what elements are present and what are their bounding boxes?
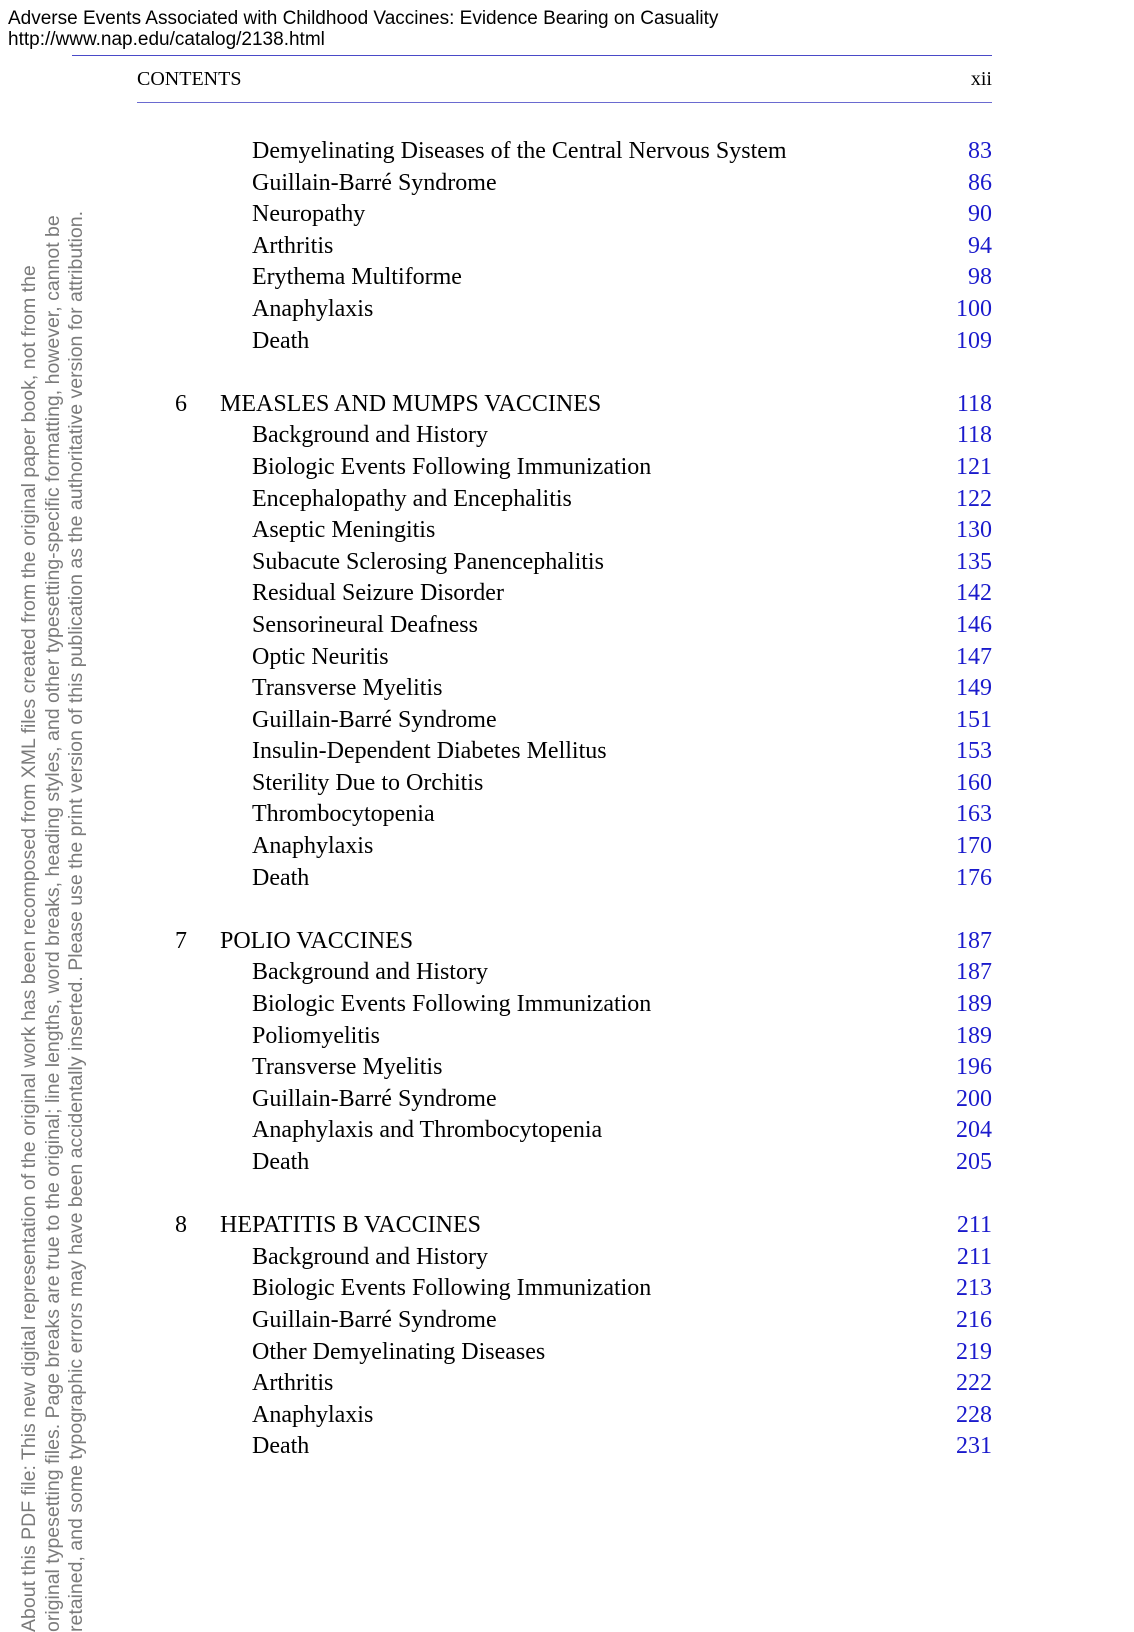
entry-title: Optic Neuritis xyxy=(252,643,389,670)
entry-title: Death xyxy=(252,327,310,354)
entry-title: Subacute Sclerosing Panencephalitis xyxy=(252,548,604,575)
page-number-link[interactable]: 216 xyxy=(956,1306,992,1333)
entry-title: Guillain-Barré Syndrome xyxy=(252,1306,497,1333)
entry-title: Biologic Events Following Immunization xyxy=(252,1275,652,1302)
chapter-number: 8 xyxy=(175,1212,187,1239)
toc-entry-row[interactable] xyxy=(0,515,1134,547)
page-number-link[interactable]: 83 xyxy=(968,138,992,164)
toc-entry-row[interactable] xyxy=(0,199,1134,231)
toc-entry-row[interactable] xyxy=(0,863,1134,895)
toc-entry-row[interactable] xyxy=(0,1431,1134,1463)
page-number-link[interactable]: 90 xyxy=(968,201,992,228)
toc-entry-row[interactable] xyxy=(0,1273,1134,1305)
entry-title: Death xyxy=(252,1433,310,1460)
entry-title: Erythema Multiforme xyxy=(252,264,462,291)
toc-chapter-row[interactable] xyxy=(0,926,1134,958)
chapter-number: 7 xyxy=(175,927,187,954)
entry-title: Background and History xyxy=(252,1243,488,1270)
entry-title: Sterility Due to Orchitis xyxy=(252,769,484,796)
page-number-link[interactable]: 118 xyxy=(956,390,992,417)
toc-entry-row[interactable] xyxy=(0,1242,1134,1274)
sidebar-notice-line: original typesetting files. Page breaks are true to the original; line lengths, word breaks, heading styles, and other typesetting-specific formatting, however, cannot be xyxy=(41,215,64,1632)
page-number-link[interactable]: 100 xyxy=(956,295,992,322)
entry-title: Aseptic Meningitis xyxy=(252,517,436,544)
toc-entry-row[interactable] xyxy=(0,1368,1134,1400)
entry-title: Arthritis xyxy=(252,232,334,259)
entry-title: Death xyxy=(252,864,310,891)
document-header xyxy=(8,8,718,50)
section-spacer xyxy=(0,357,1134,389)
entry-title: Background and History xyxy=(252,422,488,449)
page-number-link[interactable]: 118 xyxy=(956,422,992,449)
page-number-link[interactable]: 213 xyxy=(956,1275,992,1302)
document-title: Adverse Events Associated with Childhood Vaccines: Evidence Bearing on Casuality xyxy=(8,8,719,29)
header-rule xyxy=(72,55,992,56)
page-number-link[interactable]: 204 xyxy=(956,1117,992,1144)
page-number-link[interactable]: 187 xyxy=(956,959,992,986)
page-number-link[interactable]: 189 xyxy=(956,991,992,1018)
entry-title: Poliomyelitis xyxy=(252,1022,381,1049)
page-number-link[interactable]: 211 xyxy=(956,1212,992,1239)
toc-entry-row[interactable] xyxy=(0,294,1134,326)
toc-entry-row[interactable] xyxy=(0,642,1134,674)
chapter-number: 6 xyxy=(175,390,187,417)
page-number-link[interactable]: 153 xyxy=(956,738,992,765)
page-number-link[interactable]: 170 xyxy=(956,833,992,860)
page-number-link[interactable]: 189 xyxy=(956,1022,992,1049)
page-number-link[interactable]: 142 xyxy=(956,580,992,607)
toc-entry-row[interactable] xyxy=(0,1084,1134,1116)
running-head-page: xii xyxy=(970,68,992,90)
sidebar-notice-line: About this PDF file: This new digital representation of the original work has been recomposed from XML files created from the original paper book, not from the xyxy=(18,265,40,1632)
toc-entry-row[interactable] xyxy=(0,1052,1134,1084)
running-head xyxy=(137,66,992,96)
toc-entry-row[interactable] xyxy=(0,768,1134,800)
page-number-link[interactable]: 130 xyxy=(956,517,992,544)
toc-entry-row[interactable] xyxy=(0,610,1134,642)
page-number-link[interactable]: 151 xyxy=(956,706,992,733)
page-number-link[interactable]: 196 xyxy=(956,1054,992,1081)
toc-entry-row[interactable] xyxy=(0,231,1134,263)
page-number-link[interactable]: 222 xyxy=(956,1370,992,1397)
entry-title: Sensorineural Deafness xyxy=(252,611,478,638)
entry-title: Residual Seizure Disorder xyxy=(252,580,504,607)
sidebar-notice-line: retained, and some typographic errors may have been accidentally inserted. Please use the print version of this publication as the authoritative version for attribution. xyxy=(65,210,87,1632)
section-spacer xyxy=(0,894,1134,926)
toc-entry-row[interactable] xyxy=(0,262,1134,294)
entry-title: Biologic Events Following Immunization xyxy=(252,991,652,1018)
toc-entry-row[interactable] xyxy=(0,420,1134,452)
page-number-link[interactable]: 147 xyxy=(956,643,992,670)
entry-title: Transverse Myelitis xyxy=(252,675,443,702)
entry-title: Death xyxy=(252,1149,310,1175)
toc-entry-row[interactable] xyxy=(0,705,1134,737)
page-number-link[interactable]: 121 xyxy=(956,453,992,480)
toc-entry-row[interactable] xyxy=(0,168,1134,200)
toc-entry-row[interactable] xyxy=(0,547,1134,579)
toc-entry-row[interactable] xyxy=(0,578,1134,610)
entry-title: Guillain-Barré Syndrome xyxy=(252,1085,497,1112)
page-number-link[interactable]: 205 xyxy=(956,1149,992,1175)
running-head-section: CONTENTS xyxy=(137,68,242,90)
page-number-link[interactable]: 160 xyxy=(956,769,992,796)
toc-entry-row[interactable] xyxy=(0,831,1134,863)
table-of-contents xyxy=(0,136,1134,1463)
toc-entry-row[interactable] xyxy=(0,736,1134,768)
entry-title: Biologic Events Following Immunization xyxy=(252,453,652,480)
page-number-link[interactable]: 200 xyxy=(956,1085,992,1112)
toc-entry-row[interactable] xyxy=(0,1305,1134,1337)
toc-entry-row[interactable] xyxy=(0,1021,1134,1053)
toc-entry-row[interactable] xyxy=(0,136,1134,168)
entry-title: Neuropathy xyxy=(252,201,366,228)
entry-title: Demyelinating Diseases of the Central Nervous System xyxy=(252,138,787,164)
chapter-title: MEASLES AND MUMPS VACCINES xyxy=(220,390,602,417)
toc-entry-row[interactable] xyxy=(0,1115,1134,1147)
toc-chapter-row[interactable] xyxy=(0,1210,1134,1242)
document-url[interactable]: http://www.nap.edu/catalog/2138.html xyxy=(8,29,325,50)
page-number-link[interactable]: 211 xyxy=(956,1243,992,1270)
entry-title: Other Demyelinating Diseases xyxy=(252,1338,546,1365)
page-number-link[interactable]: 149 xyxy=(956,675,992,702)
entry-title: Anaphylaxis xyxy=(252,833,374,860)
page-number-link[interactable]: 163 xyxy=(956,801,992,828)
entry-title: Insulin-Dependent Diabetes Mellitus xyxy=(252,738,607,765)
page-number-link[interactable]: 187 xyxy=(956,927,992,954)
toc-chapter-row[interactable] xyxy=(0,389,1134,421)
entry-title: Guillain-Barré Syndrome xyxy=(252,706,497,733)
toc-entry-row[interactable] xyxy=(0,799,1134,831)
entry-title: Encephalopathy and Encephalitis xyxy=(252,485,572,512)
entry-title: Anaphylaxis xyxy=(252,1401,374,1428)
toc-entry-row[interactable] xyxy=(0,484,1134,516)
page-number-link[interactable]: 98 xyxy=(968,264,992,291)
chapter-title: POLIO VACCINES xyxy=(220,927,414,954)
toc-entry-row[interactable] xyxy=(0,957,1134,989)
page-number-link[interactable]: 86 xyxy=(968,169,992,196)
page-number-link[interactable]: 122 xyxy=(956,485,992,512)
entry-title: Guillain-Barré Syndrome xyxy=(252,169,497,196)
entry-title: Arthritis xyxy=(252,1370,334,1397)
toc-entry-row[interactable] xyxy=(0,1400,1134,1432)
running-head-rule xyxy=(137,102,992,103)
entry-title: Thrombocytopenia xyxy=(252,801,435,828)
page-number-link[interactable]: 146 xyxy=(956,611,992,638)
entry-title: Transverse Myelitis xyxy=(252,1054,443,1081)
entry-title: Anaphylaxis and Thrombocytopenia xyxy=(252,1117,603,1144)
entry-title: Background and History xyxy=(252,959,488,986)
page-number-link[interactable]: 228 xyxy=(956,1401,992,1428)
page-number-link[interactable]: 94 xyxy=(968,232,992,259)
toc-entry-row[interactable] xyxy=(0,326,1134,358)
page-number-link[interactable]: 135 xyxy=(956,548,992,575)
page-number-link[interactable]: 176 xyxy=(956,864,992,891)
chapter-title: HEPATITIS B VACCINES xyxy=(220,1212,481,1239)
page-number-link[interactable]: 219 xyxy=(956,1338,992,1365)
page-number-link[interactable]: 109 xyxy=(956,327,992,354)
toc-entry-row[interactable] xyxy=(0,989,1134,1021)
toc-entry-row[interactable] xyxy=(0,452,1134,484)
toc-entry-row[interactable] xyxy=(0,1337,1134,1369)
section-spacer xyxy=(0,1179,1134,1211)
entry-title: Anaphylaxis xyxy=(252,295,374,322)
toc-entry-row[interactable] xyxy=(0,1147,1134,1179)
page-number-link[interactable]: 231 xyxy=(956,1433,992,1460)
toc-entry-row[interactable] xyxy=(0,673,1134,705)
